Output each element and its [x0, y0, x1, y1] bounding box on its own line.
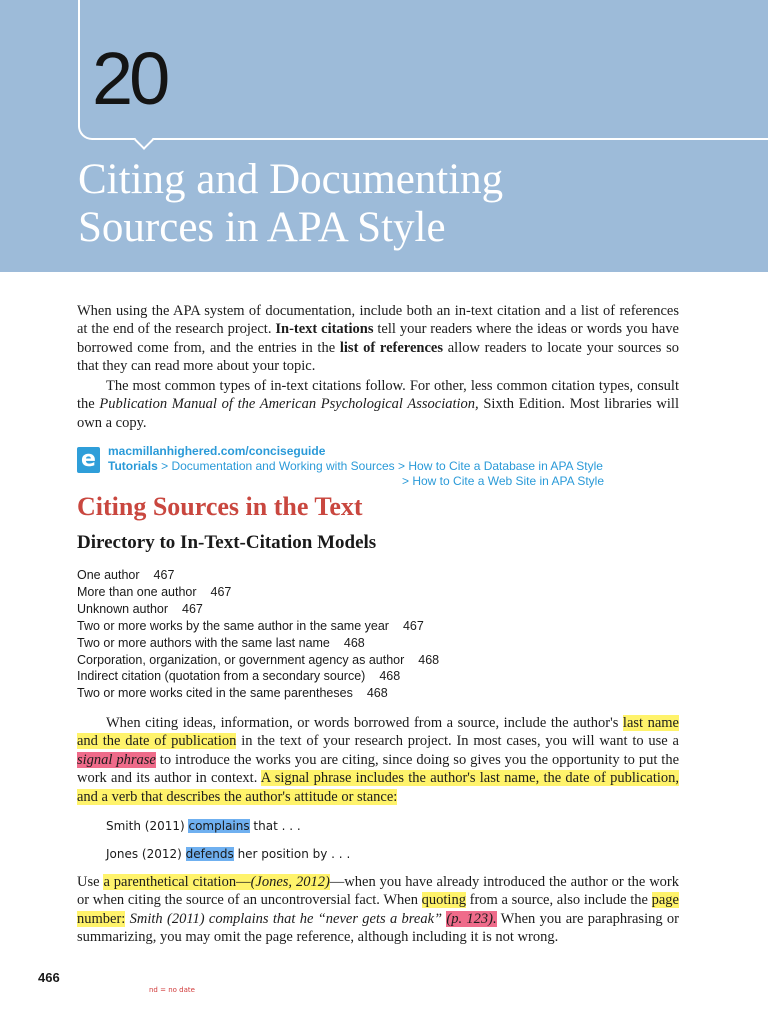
directory-item-label: Two or more works cited in the same parentheses [77, 686, 353, 701]
tutorial-path-line-1 [108, 459, 603, 473]
highlight-page-reference: (p. 123). [446, 910, 497, 927]
directory-item-label: Two or more authors with the same last name [77, 635, 330, 650]
example-line-1 [106, 819, 301, 833]
directory-item-page: 467 [153, 568, 175, 582]
directory-item-label: More than one author [77, 584, 197, 599]
parenthetical-example: (Jones, 2012) [250, 874, 330, 890]
directory-item [77, 567, 439, 584]
intro-paragraph-1 [77, 302, 679, 376]
highlight-parenthetical-citation [103, 874, 329, 890]
directory-item-page: 468 [379, 669, 401, 684]
term-in-text-citations: In-text citations [275, 321, 374, 338]
directory-item-label: Indirect citation (quotation from a secondary source) [77, 669, 366, 684]
example-text: Jones (2012) [106, 847, 186, 861]
parenthetical-label: a parenthetical citation— [103, 874, 251, 890]
highlight-signal-phrase: signal phrase [77, 751, 156, 768]
directory-item-page: 467 [210, 584, 232, 599]
body-paragraph-parenthetical [77, 873, 679, 947]
directory-item [77, 652, 439, 669]
directory-item-page: 468 [418, 652, 440, 667]
body-text: in the text of your research project. In most cases, you will want to use a [236, 733, 679, 750]
term-list-of-references: list of references [339, 339, 443, 356]
chapter-header-band [0, 0, 768, 272]
directory-item-label: Unknown author [77, 601, 169, 616]
directory-item [77, 601, 439, 618]
intro-text: The most common types of in-text citations follow. For other, less common citation types, consult the [77, 378, 679, 413]
tutorial-website-link[interactable]: > How to Cite a Web Site in APA Style [402, 474, 604, 488]
publication-manual-title: Publication Manual of the American Psychological Association, [99, 396, 479, 413]
body-text: When citing ideas, information, or words borrowed from a source, include the author's [106, 715, 623, 731]
chapter-title [78, 156, 738, 252]
tutorial-database-link[interactable]: > Documentation and Working with Sources > How to Cite a Database in APA Style [157, 459, 603, 473]
intro-text: When using the APA system of documentation, include both an in-text citation and a list of references at the end of the research project. [77, 303, 679, 338]
directory-item [77, 618, 439, 635]
directory-item-page: 468 [366, 686, 388, 701]
example-text: her position by . . . [233, 847, 351, 861]
highlight-last-name-date: last name and the date of publication [77, 715, 679, 750]
chapter-number: 20 [92, 37, 167, 120]
section-subheading: Directory to In-Text-Citation Models [77, 532, 377, 553]
citation-directory-list [77, 567, 439, 702]
example-line-2 [106, 847, 350, 861]
body-text: When you are paraphrasing or summarizing, you may omit the page reference, although including it is not wrong. [77, 910, 679, 946]
example-text: that . . . [249, 819, 301, 833]
highlight-verb-defends: defends [185, 847, 234, 861]
intro-paragraph-2 [77, 377, 679, 432]
chapter-title-line-2: Sources in APA Style [78, 204, 446, 251]
directory-item-label: Corporation, organization, or government agency as author [77, 652, 405, 667]
body-text: —when you have already introduced the author or the work or when citing the source of an uncontroversial fact. When [77, 874, 679, 909]
chapter-title-line-1: Citing and Documenting [78, 156, 504, 203]
page-number: 466 [38, 970, 60, 985]
highlight-quoting: quoting [421, 892, 466, 909]
directory-item-page: 467 [402, 618, 424, 633]
highlight-verb-complains: complains [188, 819, 250, 833]
directory-item [77, 584, 439, 601]
quote-example: Smith (2011) complains that he “never gets a break” [125, 910, 447, 927]
chapter-number-frame [78, 0, 768, 140]
directory-item-page: 467 [182, 601, 203, 616]
body-text: Use [77, 874, 104, 890]
online-resources-box [77, 444, 677, 490]
intro-text: tell your readers where the ideas or words you have borrowed come from, and the entries in the [77, 321, 679, 356]
intro-text: allow readers to locate your sources so that they can read more about your topic. [77, 339, 679, 375]
directory-item-label: Two or more works by the same author in the same year [77, 618, 389, 633]
highlight-page-number: page number: [77, 892, 679, 927]
e-book-icon: e [77, 447, 100, 473]
directory-item-page: 468 [343, 635, 365, 650]
body-text: from a source, also include the [465, 892, 652, 909]
resource-url-link[interactable]: macmillanhighered.com/conciseguide [108, 444, 326, 458]
body-paragraph-signal-phrase [77, 714, 679, 806]
directory-item [77, 668, 439, 685]
directory-item [77, 635, 439, 652]
intro-text: Sixth Edition. Most libraries will own a copy. [77, 396, 679, 431]
directory-item [77, 685, 439, 702]
section-heading: Citing Sources in the Text [77, 492, 363, 521]
directory-item-label: One author [77, 568, 140, 582]
tutorials-label: Tutorials [108, 459, 158, 473]
body-text: to introduce the works you are citing, since doing so gives you the opportunity to put the work and its author in context. [77, 751, 679, 787]
handwritten-note: nd = no date [149, 986, 195, 994]
example-text: Smith (2011) [106, 819, 189, 833]
highlight-signal-phrase-definition: A signal phrase includes the author's last name, the date of publication, and a verb that describes the author's attitude or stance: [77, 770, 680, 805]
